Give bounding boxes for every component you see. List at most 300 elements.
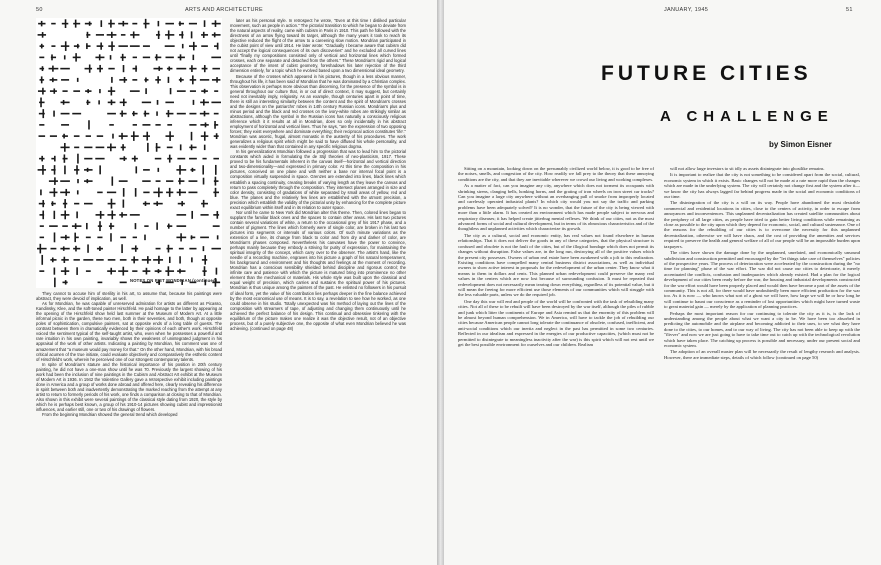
painting-stroke-horizontal [132, 79, 137, 81]
painting-stroke-vertical [64, 55, 66, 59]
painting-stroke-horizontal [85, 23, 92, 25]
painting-stroke-vertical [144, 235, 146, 241]
painting-stroke-vertical [133, 256, 135, 263]
painting-stroke-vertical [75, 246, 77, 252]
painting-stroke-vertical [54, 211, 56, 219]
painting-stroke-horizontal [61, 79, 69, 81]
painting-stroke-horizontal [49, 225, 58, 227]
painting-stroke-vertical [52, 78, 54, 83]
painting-stroke-vertical [88, 120, 90, 129]
painting-stroke-vertical [65, 267, 67, 275]
painting-stroke-vertical [121, 212, 123, 217]
painting-stroke-vertical [179, 256, 181, 263]
painting-stroke-horizontal [143, 192, 149, 194]
paragraph: It is important to realize that the city is not something to be considered apart from the social, cultural, economic system in which it exists. Basic changes will not be made at a rate more rapid than the changes which are made in the underlying system. The city will certainly not change first and the system after it—we know the city has always lagged far behind progress made in the social and economic conditions of our time. [664, 172, 860, 200]
painting-stroke-vertical [180, 54, 182, 60]
painting-stroke-vertical [111, 41, 113, 50]
painting-stroke-vertical [124, 77, 126, 83]
painting-stroke-vertical [133, 111, 135, 116]
painting-stroke-horizontal [165, 45, 175, 47]
painting-stroke-vertical [41, 255, 43, 265]
painting-stroke-vertical [192, 168, 194, 172]
painting-stroke-horizontal [142, 259, 151, 261]
painting-stroke-vertical [158, 31, 160, 39]
painting-stroke-horizontal [38, 169, 46, 171]
painting-stroke-vertical [64, 257, 66, 263]
painting-stroke-horizontal [165, 270, 174, 272]
mondrian-painting [36, 18, 222, 288]
painting-stroke-vertical [204, 132, 206, 141]
painting-stroke-vertical [169, 131, 171, 141]
article-byline: by Simon Eisner [769, 140, 832, 149]
painting-stroke-horizontal [61, 124, 69, 126]
painting-stroke-vertical [99, 221, 101, 231]
painting-stroke-vertical [52, 258, 54, 263]
painting-stroke-horizontal [189, 124, 196, 126]
painting-stroke-vertical [64, 154, 66, 162]
painting-stroke-vertical [217, 235, 219, 239]
painting-stroke-vertical [157, 100, 159, 105]
painting-stroke-vertical [77, 154, 79, 164]
painting-stroke-horizontal [189, 158, 197, 160]
left-page-number: 50 [36, 7, 43, 13]
painting-stroke-vertical [216, 268, 218, 275]
painting-stroke-horizontal [153, 68, 162, 70]
painting-stroke-vertical [204, 65, 206, 72]
painting-stroke-vertical [191, 31, 193, 38]
painting-stroke-horizontal [155, 124, 160, 126]
painting-stroke-vertical [101, 20, 103, 27]
painting-stroke-vertical [99, 54, 101, 60]
painting-stroke-horizontal [178, 203, 185, 205]
painting-stroke-vertical [202, 165, 204, 174]
painting-stroke-vertical [158, 269, 160, 273]
painting-stroke-vertical [182, 44, 184, 48]
painting-stroke-vertical [191, 257, 193, 262]
painting-stroke-horizontal [96, 259, 104, 261]
painting-stroke-vertical [168, 77, 170, 83]
painting-stroke-horizontal [62, 90, 67, 92]
painting-stroke-vertical [180, 78, 182, 83]
painting-stroke-vertical [111, 77, 113, 83]
painting-stroke-vertical [214, 32, 216, 37]
painting-stroke-vertical [192, 75, 194, 84]
painting-stroke-vertical [42, 200, 44, 207]
painting-stroke-horizontal [153, 259, 163, 261]
painting-stroke-horizontal [50, 90, 57, 92]
paragraph: Sitting on a mountain, looking down on the presumably civilized world below, it is good to be free of the noises, smells, and congestion of the city. How readily we fall prey to the theory that these annoying conditions are the city, and that they are inevitable wherever we crowd our living and working complexes. [458, 166, 654, 182]
painting-stroke-vertical [135, 223, 137, 229]
painting-stroke-vertical [76, 212, 78, 219]
painting-stroke-vertical [63, 100, 65, 105]
painting-stroke-horizontal [96, 34, 104, 36]
painting-stroke-vertical [54, 188, 56, 197]
painting-stroke-horizontal [40, 237, 44, 239]
painting-stroke-horizontal [120, 237, 126, 239]
painting-stroke-horizontal [118, 45, 127, 47]
painting-stroke-vertical [77, 190, 79, 194]
left-page [0, 0, 437, 565]
painting-stroke-horizontal [84, 147, 92, 149]
painting-stroke-horizontal [143, 203, 150, 205]
painting-stroke-vertical [145, 88, 147, 94]
paragraph: As a matter of fact, can you imagine any city, anywhere which does not torment its occupants with shrinking sirens, clanging bells, honking horns, and the grating of iron wheels on iron street car tracks? Can you imagine a large city anywhere without an overhanging pall of smoke from improperly located and carelessly operated industrial plants? In which city would you not say the traffic and parking problems have been adequately solved? It is no wonder, that the future of the city is being viewed with more than a little alarm. It has created an environment which has made people subject to nervous and respiratory diseases; it has helped create jitterbug mental reflexes. We think of our cities, not as the most advanced forms of social and cultural development, but in terms of its obnoxious characteristics and of the thoughtless and unplanned activities which characterize its growth. [458, 183, 654, 232]
painting-stroke-vertical [216, 133, 218, 139]
painting-stroke-horizontal [39, 57, 44, 59]
paragraph: In spite of Mondrian's stature and the historical importance of his position in 20th century painting, he did not have a one-man show until he was 70. Previously the largest showing of his work had been the inclusion of nine paintings in the Cubism and Abstract Art exhibit at the Museum of Modern Art in 1936. In 1942 the Valentine Gallery gave a retrospective exhibit including paintings done in America and a group of works done abroad and offered here, clearly revealing his difference in spirit between both and inadvertently demonstrating the marked reaching from the attempt at any artist to return to formerly periods of his work, one finds a comparison at closing to that of Mondrian. Also shown in this exhibit were several paintings of the classical style dating from 1920, the style by which he is perhaps best known, a group of his 1910-14 pictures showing cubist and impressionist influences, and earlier still, one or two of his drawings of flowers. [36, 361, 222, 413]
painting-stroke-vertical [204, 266, 206, 276]
painting-stroke-horizontal [97, 237, 102, 239]
painting-stroke-horizontal [166, 180, 173, 182]
painting-stroke-vertical [135, 65, 137, 71]
painting-stroke-horizontal [143, 45, 150, 47]
painting-stroke-horizontal [202, 158, 206, 160]
painting-stroke-horizontal [189, 147, 196, 149]
mondrian-painting-graphic [36, 18, 222, 288]
painting-stroke-vertical [53, 88, 55, 93]
painting-stroke-vertical [145, 19, 147, 29]
painting-stroke-horizontal [74, 45, 80, 47]
painting-stroke-vertical [169, 155, 171, 163]
painting-stroke-horizontal [132, 270, 137, 272]
painting-stroke-horizontal [177, 90, 186, 92]
painting-stroke-horizontal [73, 23, 80, 25]
painting-stroke-horizontal [50, 135, 57, 137]
painting-stroke-vertical [64, 199, 66, 208]
painting-stroke-vertical [77, 44, 79, 48]
painting-stroke-vertical [215, 177, 217, 186]
painting-stroke-vertical [87, 244, 89, 252]
painting-stroke-vertical [191, 145, 193, 151]
painting-stroke-vertical [204, 111, 206, 116]
painting-stroke-vertical [122, 54, 124, 61]
painting-stroke-vertical [158, 66, 160, 71]
left-column-top-right [230, 18, 406, 542]
painting-stroke-horizontal [130, 45, 140, 47]
painting-stroke-vertical [214, 121, 216, 129]
painting-stroke-vertical [111, 199, 113, 209]
painting-stroke-vertical [63, 246, 65, 250]
painting-stroke-horizontal [213, 214, 219, 216]
painting-stroke-vertical [156, 143, 158, 152]
painting-stroke-vertical [203, 99, 205, 105]
painting-stroke-horizontal [189, 23, 197, 25]
painting-stroke-horizontal [133, 57, 137, 59]
painting-stroke-horizontal [61, 113, 70, 115]
painting-stroke-horizontal [214, 90, 218, 92]
painting-stroke-vertical [170, 88, 172, 94]
painting-stroke-vertical [157, 168, 159, 172]
painting-stroke-vertical [168, 266, 170, 276]
painting-stroke-vertical [42, 66, 44, 71]
painting-stroke-vertical [193, 100, 195, 105]
paragraph: In his generalizations Mondrian followed a progression that was to lead him to the pictorial constants which aided in formulating the de Stijl theories of neo-plasticism, 1917. These proved to be his fundamentals inherent in the canvas itself—horizontal and vertical direction and two-dimensionality—and expressed in primary color. At this time the composition in his pictures, conceived on one plane and with neither a base nor internal focal point is a composition virtually suspended in space. Grenzes are extended into lines, black lines which establish a spacing continuity, creating breaks of varying length as they leave the canvas and return to pass completely through the composition. They intersect planes arranged in size and color density, consisting of gradations of white separated by small areas of yellow, red and blue. The planes and the relatively few lines are established with the utmost precision, a precision which establish the validity of the pictorial unity by enhancing for the complete picture exact equilibrium within itself and in its relation to outer space. [230, 149, 406, 210]
paragraph: later as his personal style. In retrospect he wrote, "Even at this time I disliked particular movement, such as people in action." The pictorial transition to which he began to deviate from the natural aspects of reality, came with cubism in Paris in 1910. This path he followed with the directness of an arrow flying toward its target, although the many years it took to reach its objective reduced the flight of the arrow to a careening slow motion. Mondrian participated in the cubist point of view until 1914. He later wrote: "Gradually I became aware that cubism did not accept the logical consequences of its own discoveries" and he excluded all curved lines until "finally my compositions consisted only of vertical and horizontal lines which formed crosses, each one separate and detached from the others." These Mondrian's rigid and logical acceptance of the intent of cubist geometry, foreshadows his later rejection of the third dimension entirely, for a topic which he evolved based upon a two dimensional ideal geometry. [230, 18, 406, 74]
painting-stroke-vertical [54, 165, 56, 175]
painting-stroke-horizontal [119, 79, 127, 81]
painting-stroke-horizontal [189, 68, 196, 70]
painting-stroke-vertical [40, 244, 42, 254]
painting-stroke-vertical [54, 278, 56, 288]
painting-stroke-vertical [217, 211, 219, 219]
painting-stroke-vertical [86, 223, 88, 229]
right-running-head: JANUARY, 1945 [664, 7, 709, 13]
painting-stroke-horizontal [200, 214, 208, 216]
painting-stroke-vertical [123, 21, 125, 26]
painting-stroke-vertical [121, 133, 123, 140]
painting-stroke-vertical [89, 64, 91, 72]
painting-stroke-horizontal [200, 79, 209, 81]
painting-stroke-vertical [87, 100, 89, 105]
painting-stroke-horizontal [130, 214, 140, 216]
painting-stroke-vertical [87, 32, 89, 38]
painting-stroke-vertical [111, 210, 113, 219]
painting-stroke-vertical [124, 156, 126, 161]
painting-stroke-horizontal [39, 135, 46, 137]
painting-stroke-vertical [86, 43, 88, 49]
painting-stroke-horizontal [74, 135, 80, 137]
painting-stroke-horizontal [120, 113, 127, 115]
right-column-left [458, 166, 654, 544]
painting-stroke-vertical [41, 76, 43, 83]
painting-stroke-horizontal [51, 248, 57, 250]
painting-stroke-horizontal [132, 23, 137, 25]
painting-stroke-horizontal [133, 124, 137, 126]
painting-stroke-vertical [100, 211, 102, 219]
painting-stroke-horizontal [142, 124, 150, 126]
painting-stroke-vertical [147, 143, 149, 152]
painting-stroke-horizontal [178, 57, 185, 59]
painting-stroke-vertical [87, 179, 89, 183]
painting-stroke-horizontal [38, 90, 46, 92]
painting-stroke-horizontal [167, 147, 173, 149]
painting-stroke-vertical [99, 89, 101, 93]
painting-stroke-horizontal [84, 180, 93, 182]
painting-stroke-horizontal [62, 225, 68, 227]
painting-stroke-vertical [191, 211, 193, 219]
painting-stroke-horizontal [86, 270, 91, 272]
painting-stroke-vertical [204, 255, 206, 265]
painting-stroke-vertical [65, 189, 67, 196]
painting-stroke-horizontal [74, 259, 80, 261]
painting-caption: NOTES ON PIET MONDRIAN (continued) [130, 278, 218, 283]
right-page [444, 0, 881, 565]
painting-stroke-vertical [52, 66, 54, 72]
painting-stroke-vertical [191, 132, 193, 141]
painting-stroke-vertical [41, 21, 43, 26]
painting-stroke-vertical [99, 65, 101, 72]
paragraph: The adoption of an overall master plan will be necessarily the result of lengthy research and analysis. However, there are immediate steps, details of which follow (continued on page 50) [664, 349, 860, 360]
painting-stroke-horizontal [107, 113, 116, 115]
painting-stroke-vertical [112, 176, 114, 185]
painting-stroke-vertical [110, 268, 112, 275]
painting-stroke-horizontal [131, 135, 139, 137]
painting-stroke-vertical [217, 43, 219, 50]
painting-stroke-vertical [75, 53, 77, 61]
painting-stroke-horizontal [120, 158, 127, 160]
painting-stroke-vertical [135, 166, 137, 173]
painting-stroke-horizontal [97, 192, 102, 194]
painting-stroke-horizontal [131, 248, 138, 250]
painting-stroke-vertical [110, 55, 112, 60]
painting-stroke-vertical [64, 210, 66, 219]
painting-stroke-vertical [123, 188, 125, 197]
painting-stroke-horizontal [108, 68, 114, 70]
paragraph: One day this war will end and people of the world will be confronted with the task of rebuilding many cities. Not all of these to be rebuilt will have been destroyed by the war itself, although the piles of rubble and junk which litter the continents of Europe and Asia remind us that the enormity of this problem will be almost beyond human comprehension. We in America, will have to tackle the job of rebuilding our cities because American people cannot long tolerate the continuance of obsolete, confused, inefficient, and anti-social conditions which our inertia and neglect in the past has permitted in some two centuries. Reflected in our idealism and expressed in the energies of our productive capacities, (which must not be permitted to disintegrate to meaningless inactivity after the war) is this spirit which will not rest until we get the best possible environment for ourselves and our children. Realism [458, 298, 654, 347]
painting-stroke-vertical [158, 188, 160, 198]
paragraph: They cannot to accuse him of sterility in his art, to assume that, because his paintings were abstract, they were devoid of implication, as well. [36, 291, 222, 302]
painting-stroke-vertical [168, 66, 170, 70]
painting-stroke-horizontal [96, 147, 105, 149]
painting-stroke-vertical [215, 165, 217, 175]
painting-stroke-vertical [158, 256, 160, 264]
painting-stroke-vertical [181, 201, 183, 206]
painting-stroke-vertical [52, 201, 54, 206]
painting-stroke-vertical [54, 232, 56, 242]
painting-stroke-horizontal [153, 203, 162, 205]
painting-stroke-vertical [215, 188, 217, 197]
painting-stroke-horizontal [130, 34, 139, 36]
painting-stroke-horizontal [177, 192, 186, 194]
article-title: FUTURE CITIES [601, 62, 812, 85]
painting-stroke-horizontal [167, 248, 173, 250]
paragraph: Nor until he came to New York did Mondrian alter this theme. Then, colored lines began to supplant the familiar black ones and the spaces to contain other areas. His last two pictures contain several variations of white, a return to the occasional grey of his 1917 phase, and a number of pigment. The lines which formerly were of single color, are broken in his last two pictures into segments or intervals of various colors. Of such minute variations as the extension of a line, its change from black to color and from dry and darker of color, are Mondrian's phases composed. Nevertheless his canvases have the power to convince, perhaps mainly because they embody a striving for purity of expression, for maintaining the spiritual integrity of the concept, which carry over to the observer. The artist's hand, like the needle of a recording machine, engraves into his picture a graph of his natural temperament, his background and environment and his thoughts and feelings at the moment of recording. Mondrian has a conscious sensibility shielded behind discipline and rigorous control; the infinite care and patience with which the picture is matured bring into prominence no other element than the mechanical or materials. His whole style was built upon the classical and equal weight of precision, which carries and sustains the spiritual power of his pictures. Mondrian is thus unique among the painters of the past. He enlisted no followers in his pursuit of ideal form, yet the value of his contribution lies perhaps deeper in the fine balance achieved by the most economical use of means. It is to say, a revelation to see how he worked, as one could observe in his studio. Totally unexpected was his method of laying out the lines of the composition with streamers of tape, of adjusting and changing them continuously until he achieved the perfect balance of his design. This continual and obsessive tinkering with the equilibrium of the picture makes one realize it was the objective result, not of an objective process, but of a purely subjective one, the opposite of what even Mondrian believed he was achieving. (continued on page 48) [230, 209, 406, 331]
painting-stroke-horizontal [189, 248, 196, 250]
painting-stroke-horizontal [95, 158, 104, 160]
painting-stroke-horizontal [51, 45, 55, 47]
painting-stroke-vertical [122, 267, 124, 276]
painting-stroke-horizontal [73, 90, 80, 92]
painting-stroke-vertical [169, 257, 171, 263]
painting-stroke-vertical [123, 99, 125, 106]
painting-stroke-vertical [144, 111, 146, 117]
painting-stroke-vertical [156, 222, 158, 229]
painting-stroke-horizontal [97, 135, 103, 137]
painting-stroke-vertical [87, 89, 89, 93]
painting-stroke-vertical [204, 20, 206, 27]
painting-stroke-horizontal [189, 45, 197, 47]
painting-stroke-vertical [205, 122, 207, 127]
painting-stroke-horizontal [51, 23, 55, 25]
painting-stroke-vertical [51, 54, 53, 60]
left-running-head: ARTS AND ARCHITECTURE [185, 7, 264, 13]
painting-stroke-horizontal [109, 124, 114, 126]
painting-stroke-vertical [191, 235, 193, 239]
painting-stroke-vertical [180, 144, 182, 150]
painting-stroke-vertical [191, 65, 193, 72]
painting-stroke-horizontal [176, 169, 186, 171]
painting-stroke-vertical [65, 19, 67, 28]
painting-stroke-vertical [42, 32, 44, 38]
paragraph: The cities have shown the damage done by the unplanned, unrelated, and economically unsound subdivision and construction permitted and encouraged by the "let things take care of themselves" policies of the prospective years. The process of deterioration were accelerated by the construction during the "no time for planning" phase of the war effort. The war did not cause our cities to deteriorate, it merely accentuated the conflicts, confusion and inadequacies which already existed. Had a plan for the logical development of our cities been ready before the war, the housing and industrial developments constructed for the war effort would have been properly placed and would then have become a part of the assets of the community. This is not all, for there would have undoubtedly been more efficient production for the war too. As it is now — who knows what sort of a ghost we will have, how large we will be or how long he will continue to haunt our conscience as a reminder of lost opportunities which might have turned waste to great material gain — merely by the application of planning practices. [664, 250, 860, 310]
paragraph: From the beginning Mondrian showed the general trend which developed [42, 412, 178, 418]
painting-stroke-vertical [203, 200, 205, 207]
painting-stroke-vertical [111, 100, 113, 106]
painting-stroke-horizontal [211, 102, 221, 104]
painting-stroke-horizontal [132, 113, 138, 115]
painting-stroke-horizontal [119, 214, 127, 216]
painting-stroke-horizontal [85, 68, 93, 70]
painting-stroke-horizontal [84, 203, 93, 205]
painting-stroke-vertical [110, 20, 112, 28]
painting-stroke-horizontal [176, 68, 186, 70]
painting-stroke-vertical [111, 32, 113, 38]
painting-stroke-vertical [204, 89, 206, 94]
painting-stroke-vertical [157, 76, 159, 83]
painting-stroke-vertical [42, 165, 44, 175]
painting-stroke-vertical [156, 201, 158, 206]
painting-stroke-vertical [64, 143, 66, 152]
painting-stroke-horizontal [143, 169, 150, 171]
painting-stroke-vertical [215, 20, 217, 27]
painting-stroke-horizontal [190, 90, 196, 92]
painting-stroke-horizontal [212, 68, 220, 70]
painting-stroke-vertical [77, 179, 79, 183]
painting-stroke-horizontal [86, 135, 91, 137]
painting-stroke-horizontal [61, 102, 70, 104]
painting-stroke-vertical [98, 100, 100, 104]
painting-stroke-vertical [40, 189, 42, 195]
painting-stroke-horizontal [120, 259, 127, 261]
painting-stroke-horizontal [74, 203, 79, 205]
painting-stroke-horizontal [200, 237, 209, 239]
painting-stroke-horizontal [86, 237, 91, 239]
paragraph: Because of the crosses which appeared in his pictures, though in a less obvious manner, throughout his life, it has been said of Mondrian that he was dominated by a Christian complex. This observation is perhaps more obvious than discerning, for the presence of the symbol is in general throughout our culture that, in or out of direct context, it may suggest, but certainly need not inevitably imply, religiosity. As an example, though centuries apart in point of time, there is still an interesting similarity between the content and the spirit of Mondrian's crosses and the designs on the patriarchs' robes in 14th century Russian icons. Mondrian's plus and minus period and the black and red crosses on the ivory-white robes are strikingly similar as abstractions, although the symbol in the Russian icons has naturally a consciously religious inference which it it results at all in Mondrian, does so only incidentally in his abstract employment of horizontal and vertical lines. Thus he says, "are the expression of two opposing forces; they exist everywhere and dominate everything; their reciprocal action constitutes 'life'." Mondrian was ascetic, frugal, almost monastic in the austerity of his procedures. The work generalizes a religious spirit which might be said to have diffused his whole personality, and was evidently wider than that contained in any specific religious dogma. [230, 73, 406, 150]
painting-stroke-horizontal [212, 34, 221, 36]
painting-stroke-horizontal [40, 225, 44, 227]
painting-stroke-horizontal [119, 135, 128, 137]
painting-stroke-vertical [74, 233, 76, 242]
painting-stroke-vertical [135, 188, 137, 197]
painting-stroke-horizontal [120, 282, 127, 284]
painting-stroke-vertical [179, 178, 181, 185]
painting-stroke-vertical [41, 156, 43, 162]
painting-stroke-horizontal [177, 113, 186, 115]
painting-stroke-vertical [65, 280, 67, 284]
painting-stroke-vertical [193, 55, 195, 60]
painting-stroke-horizontal [213, 225, 220, 227]
painting-stroke-horizontal [155, 158, 162, 160]
painting-stroke-horizontal [156, 248, 161, 250]
painting-stroke-horizontal [39, 270, 44, 272]
painting-stroke-horizontal [72, 113, 81, 115]
painting-stroke-vertical [182, 31, 184, 38]
painting-stroke-vertical [203, 246, 205, 251]
painting-stroke-vertical [146, 132, 148, 141]
spine-gutter [437, 0, 444, 565]
painting-stroke-vertical [156, 54, 158, 60]
painting-stroke-horizontal [142, 102, 151, 104]
painting-stroke-vertical [53, 111, 55, 117]
painting-stroke-horizontal [83, 259, 93, 261]
painting-stroke-vertical [110, 144, 112, 152]
painting-stroke-vertical [133, 31, 135, 38]
painting-stroke-horizontal [74, 147, 79, 149]
paragraph: Perhaps the most important reason for our continuing to tolerate the city as it is, is the lack of understanding among the people about what we want a city to be. We have been too absorbed in predicting the automobile and the airplane and becoming addicted to their uses, to see what they have done to the cities, to our homes, and to our way of living. The city has not been able to keep up with the "flivver" and now we are just going to have to take time out to catch up with the technological revolution which have taken place. The catching up process is possible and necessary, under our present social and economic system. [664, 310, 860, 348]
painting-stroke-horizontal [165, 34, 174, 36]
painting-stroke-horizontal [98, 282, 103, 284]
right-column-right [664, 166, 860, 544]
paragraph: will not allow large investors to sit idly as assets disintegrate into ghostlike remains. [670, 166, 825, 171]
painting-stroke-horizontal [201, 34, 208, 36]
painting-stroke-vertical [41, 44, 43, 49]
painting-stroke-vertical [40, 98, 42, 108]
painting-stroke-horizontal [133, 237, 137, 239]
painting-stroke-horizontal [97, 45, 104, 47]
painting-stroke-horizontal [213, 158, 219, 160]
painting-stroke-horizontal [84, 158, 92, 160]
painting-stroke-horizontal [39, 124, 44, 126]
